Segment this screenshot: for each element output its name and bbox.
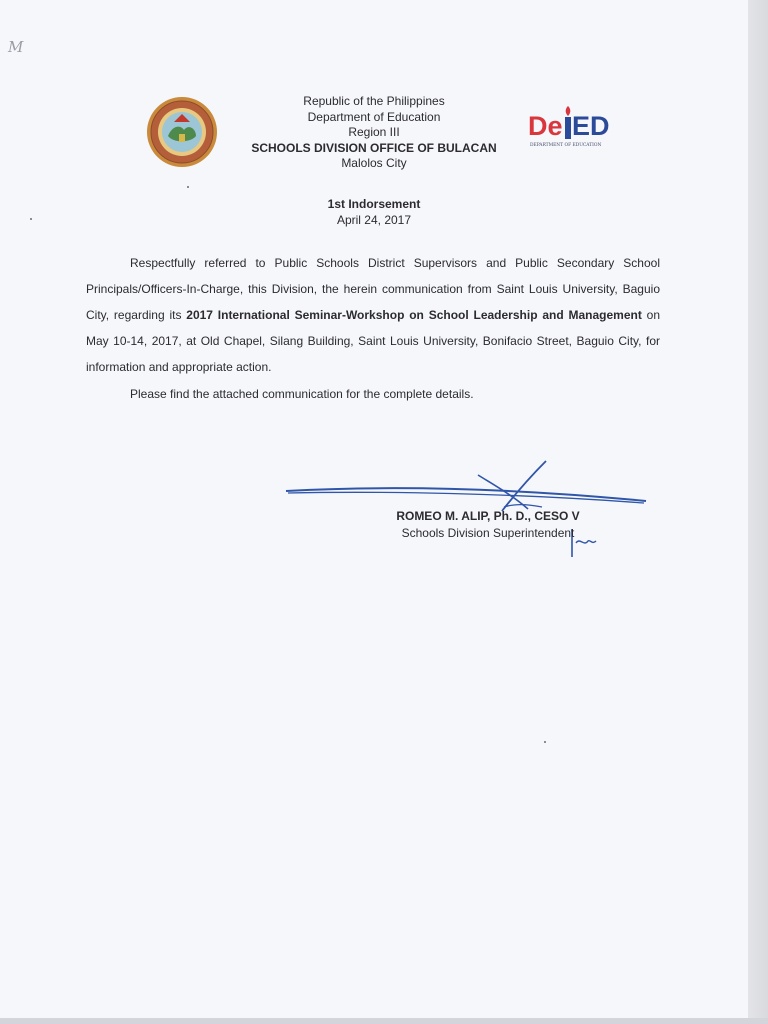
paper-speck [544, 741, 546, 743]
paper-speck [187, 186, 189, 188]
letterhead-office: SCHOOLS DIVISION OFFICE OF BULACAN [251, 140, 497, 155]
scan-edge-bottom [0, 1018, 768, 1024]
body-text-b: on May 10-14, 2017, at Old Chapel, Silang Building, Saint Louis University, Bonifacio Street, Baguio City, for information and appropriate action. [86, 308, 661, 374]
logo-tagline: DEPARTMENT OF EDUCATION [530, 143, 602, 148]
indorsement-title: 1st Indorsement [327, 197, 421, 211]
indorsement-date: April 24, 2017 [336, 212, 412, 227]
paper-speck [30, 218, 32, 220]
handwritten-margin-mark: M [8, 38, 24, 56]
body-text-a: Respectfully referred to Public Schools District Supervisors and Public Secondary School Principals/Officers-In-Charge, this Division, the herein communication from Saint Louis University, Baguio City, regarding its [86, 256, 660, 322]
letterhead-department: Department of Education [307, 109, 441, 124]
letterhead-city: Malolos City [341, 156, 407, 170]
signatory-name: ROMEO M. ALIP, Ph. D., CESO V [396, 509, 580, 523]
event-title: 2017 International Seminar-Workshop on School Leadership and Management [186, 308, 642, 322]
indorsement-block [224, 197, 524, 228]
torch-flame-icon [566, 106, 571, 116]
body-paragraph-1 [86, 250, 660, 380]
logo-text-ed: ED [572, 111, 610, 141]
deped-logo [526, 104, 626, 152]
division-seal-icon [146, 96, 218, 168]
signatory-title: Schools Division Superintendent [401, 526, 575, 540]
body-paragraph-2: Please find the attached communication for the complete details. [130, 387, 474, 401]
logo-text-de: De [528, 111, 563, 141]
letterhead [224, 94, 524, 172]
signatory-block [386, 508, 590, 542]
letterhead-region: Region III [348, 125, 400, 139]
scan-edge-right [748, 0, 768, 1024]
letterhead-country: Republic of the Philippines [303, 94, 445, 108]
